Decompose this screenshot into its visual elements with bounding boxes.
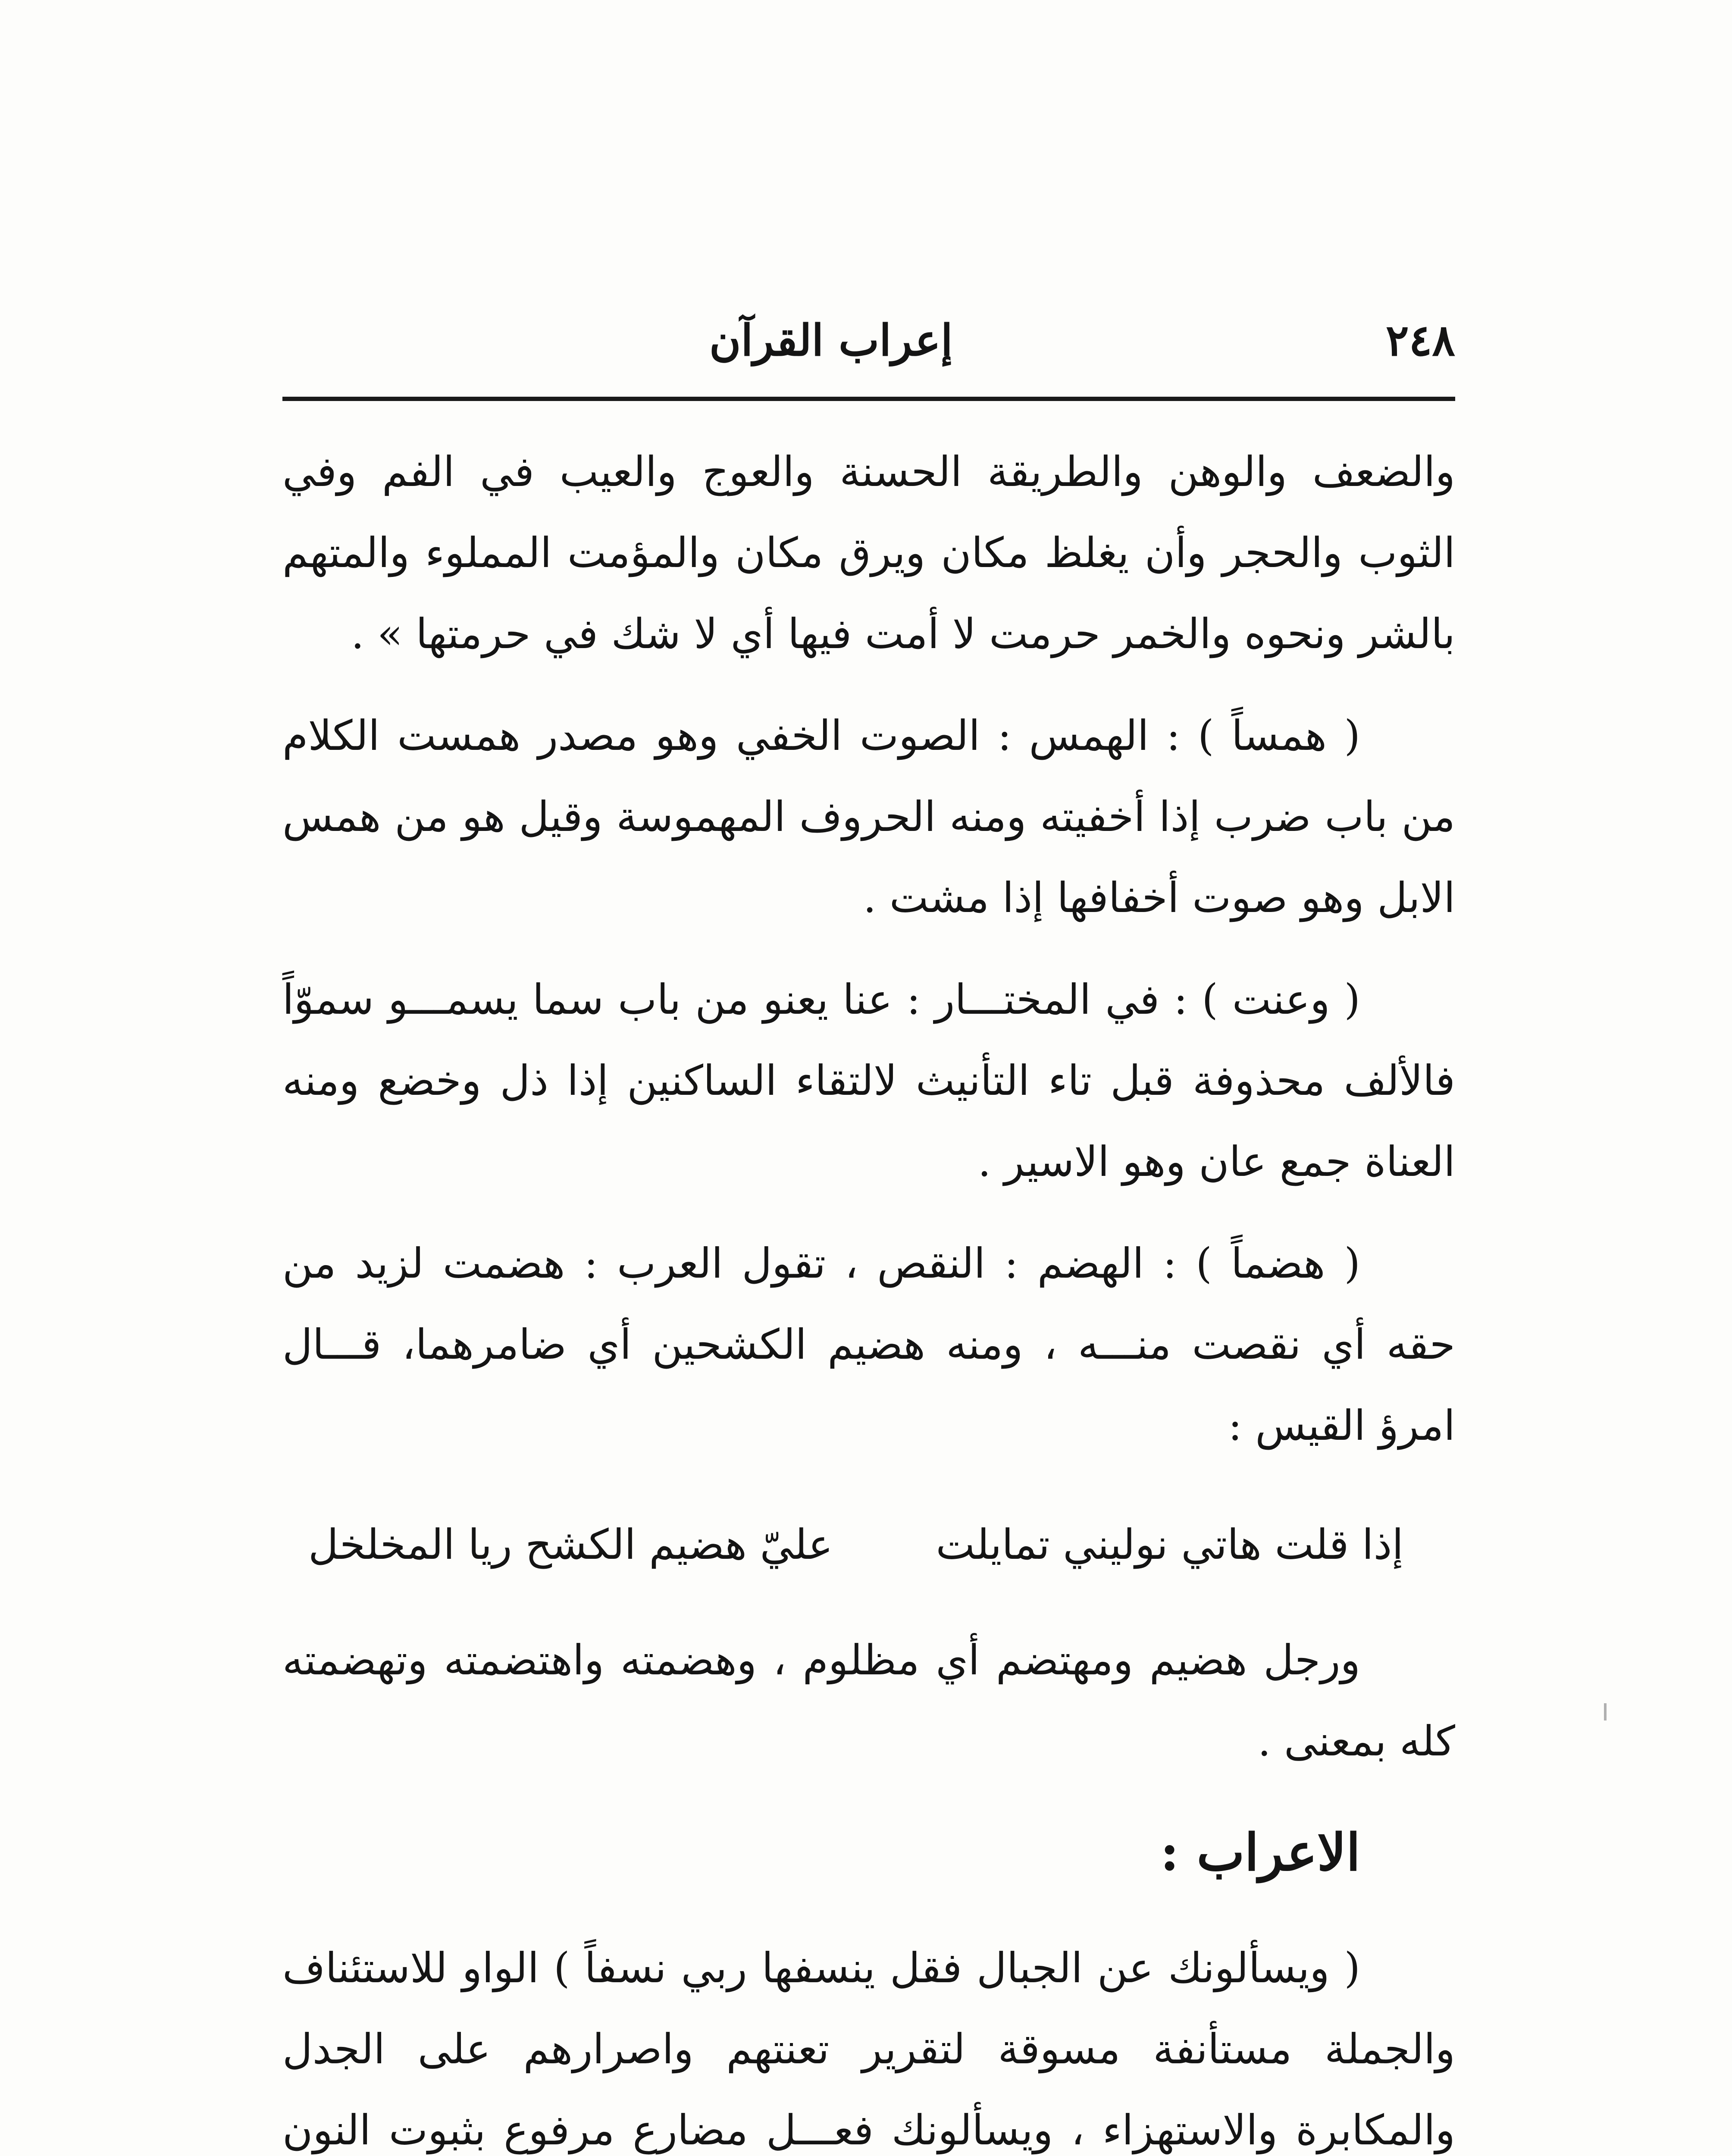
header-rule xyxy=(282,397,1455,401)
page-number: ٢٤٨ xyxy=(1385,315,1455,366)
margin-mark xyxy=(1604,1703,1607,1720)
paragraph-irab: ( ويسألونك عن الجبال فقل ينسفها ربي نسفاً ) الواو للاستئناف والجملة مستأنفة مسوقة لتقرير تعنتهم واصرارهم على الجدل والمكابرة والاستهزاء ، ويسألونك فعـــل مضارع مرفوع بثبوت النون xyxy=(282,1944,1456,2154)
verse-first-hemistich: إذا قلت هاتي نوليني تمايلت xyxy=(936,1520,1403,1569)
paragraph-anat: ( وعنت ) : في المختـــار : عنا يعنو من باب سما يسمـــو سموّاً فالألف محذوفة قبل تاء التأنيث لالتقاء الساكنين إذا ذل وخضع ومنه العناة جمع عان وهو الاسير . xyxy=(282,975,1455,1186)
running-title: إعراب القرآن xyxy=(709,315,953,366)
paragraph-hams: ( همساً ) : الهمس : الصوت الخفي وهو مصدر همست الكلام من باب ضرب إذا أخفيته ومنه الحروف المهموسة وقيل هو من همس الابل وهو صوت أخفافها إذا مشت . xyxy=(282,711,1456,922)
paragraph-hadm: ( هضماً ) : الهضم : النقص ، تقول العرب : هضمت لزيد من حقه أي نقصت منـــه ، ومنه هضيم الكشحين أي ضامرهما، قـــال امرؤ القيس : xyxy=(282,1239,1455,1450)
poetry-verse xyxy=(282,1487,1455,1620)
verse-second-hemistich: عليّ هضيم الكشح ريا المخلخل xyxy=(308,1520,833,1569)
paragraph-after-verse: ورجل هضيم ومهتضم أي مظلوم ، وهضمته واهتضمته وتهضمته كله بمعنى . xyxy=(282,1636,1455,1765)
paragraph-continuation: والضعف والوهن والطريقة الحسنة والعوج والعيب في الفم وفي الثوب والحجر وأن يغلظ مكان ويرق مكان والمؤمت المملوء والمتهم بالشر ونحوه والخمر حرمت لا أمت فيها أي لا شك في حرمتها » . xyxy=(282,448,1455,658)
section-heading: الاعراب : xyxy=(1160,1822,1360,1882)
body-text xyxy=(282,431,1455,2156)
page-header xyxy=(282,298,1455,401)
